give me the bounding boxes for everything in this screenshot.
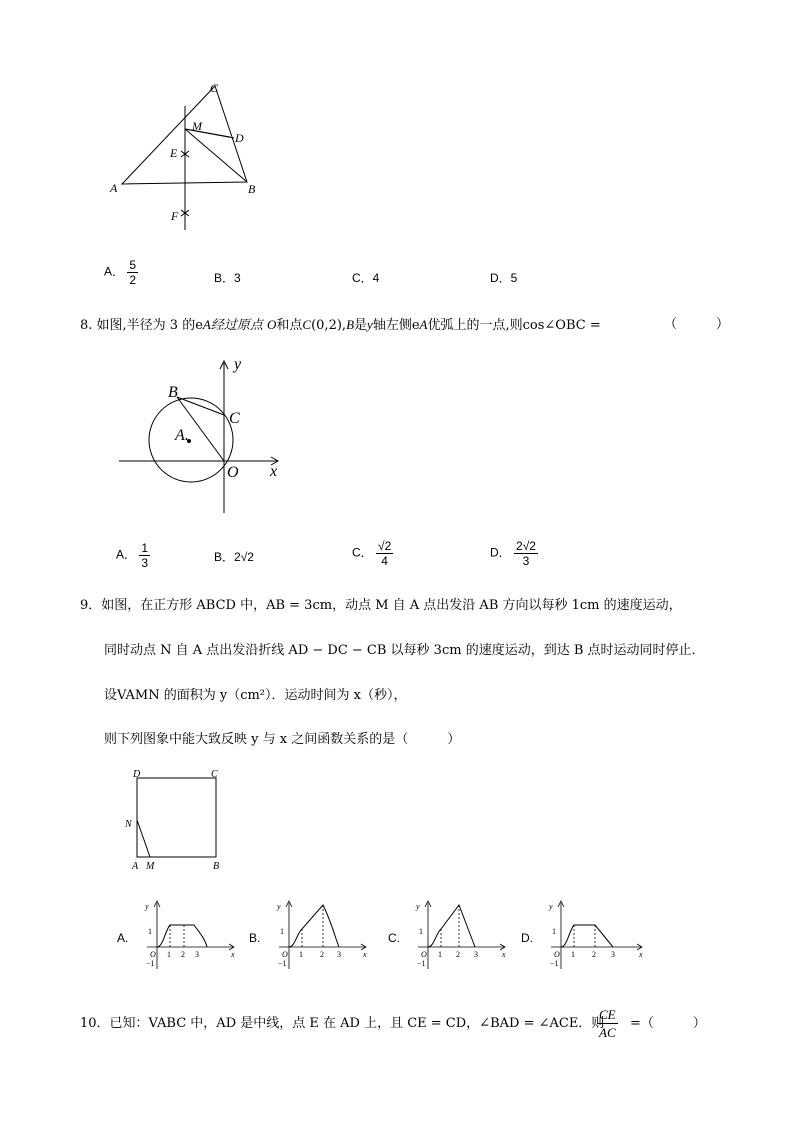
q7-option-c[interactable]: C．4 <box>352 271 380 285</box>
svg-text:1: 1 <box>571 950 575 959</box>
label-d: D <box>235 131 244 145</box>
q7-option-d[interactable]: D．5 <box>490 271 518 285</box>
svg-text:2: 2 <box>592 950 596 959</box>
svg-text:−1: −1 <box>417 959 426 968</box>
label-b: B <box>213 861 220 872</box>
svg-text:x: x <box>231 950 235 959</box>
svg-text:3: 3 <box>474 950 478 959</box>
svg-text:−1: −1 <box>146 959 155 968</box>
svg-text:1: 1 <box>419 927 423 936</box>
svg-text:1: 1 <box>280 927 284 936</box>
circle-a <box>149 398 233 482</box>
label-a: A. <box>175 427 189 444</box>
label-n: N <box>125 819 132 830</box>
svg-text:1: 1 <box>167 950 171 959</box>
label-e: E <box>170 146 178 160</box>
svg-text:x: x <box>502 950 506 959</box>
svg-text:3: 3 <box>611 950 615 959</box>
svg-text:1: 1 <box>552 927 556 936</box>
q8-circle-figure <box>115 355 290 520</box>
svg-text:−1: −1 <box>550 959 559 968</box>
q10-answer-paren: =（ ） <box>630 1016 706 1031</box>
q10-fraction: $\frac{CE}{AC}$ <box>599 1007 616 1040</box>
q9-line-3: 设VAMN 的面积为 y（cm²）．运动时间为 x（秒）， <box>104 688 407 703</box>
q7-triangle-figure <box>100 78 280 238</box>
q9-line-2: 同时动点 N 自 A 点出发沿折线 AD − DC − CB 以每秒 3cm 的速度运动，到达 B 点时运动同时停止． <box>104 643 705 658</box>
svg-text:y: y <box>549 902 553 911</box>
q7-option-b[interactable]: B．3 <box>214 271 241 285</box>
label-b: B <box>248 182 256 196</box>
svg-text:2: 2 <box>456 950 460 959</box>
svg-text:−1: −1 <box>278 959 287 968</box>
segment-nm <box>137 820 150 857</box>
label-o: O <box>227 464 239 481</box>
svg-text:x: x <box>639 950 643 959</box>
label-m: M <box>192 119 202 133</box>
svg-text:1: 1 <box>148 927 152 936</box>
svg-text:1: 1 <box>299 950 303 959</box>
label-y: y <box>234 356 242 373</box>
label-a: A <box>132 861 139 872</box>
q9-square-figure <box>120 765 230 875</box>
svg-text:3: 3 <box>337 950 341 959</box>
label-a: A <box>110 181 118 195</box>
svg-text:2: 2 <box>181 950 185 959</box>
svg-text:y: y <box>416 902 420 911</box>
q8-question: 8. 如图,半径为 3 的eA经过原点 O和点C(0,2),B是y轴左侧eA优弧上的一点,则cos∠OBC = <box>80 317 601 333</box>
q9-line-4: 则下列图象中能大致反映 y 与 x 之间函数关系的是（ ） <box>104 732 461 747</box>
svg-text:O: O <box>150 950 156 959</box>
label-m: M <box>146 861 155 872</box>
svg-text:O: O <box>421 950 427 959</box>
svg-text:O: O <box>282 950 288 959</box>
svg-text:x: x <box>363 950 367 959</box>
label-c: C <box>211 769 218 780</box>
label-c: C <box>229 410 240 427</box>
label-c: C <box>210 81 219 95</box>
label-d: D <box>133 769 141 780</box>
q8-option-c[interactable]: C． $\frac{√2}{4}$ <box>352 539 392 568</box>
q9-line-1: 9．如图，在正方形 ABCD 中，AB = 3cm，动点 M 自 A 点出发沿 AB 方向以每秒 1cm 的速度运动， <box>80 598 682 613</box>
svg-text:1: 1 <box>438 950 442 959</box>
label-f: F <box>171 209 179 223</box>
svg-text:y: y <box>145 902 149 911</box>
square-abcd <box>137 778 216 857</box>
svg-text:2: 2 <box>320 950 324 959</box>
q7-option-a[interactable]: A． $\frac{5}{2}$ <box>104 258 137 287</box>
q10-question: 10．已知：VABC 中，AD 是中线，点 E 在 AD 上，且 CE = CD，∠BAD = ∠ACE．则 <box>80 1016 605 1031</box>
svg-text:3: 3 <box>195 950 199 959</box>
q8-answer-paren: （ ） <box>664 317 730 332</box>
label-x: x <box>270 463 278 480</box>
label-b: B <box>168 384 178 401</box>
svg-text:O: O <box>554 950 560 959</box>
q8-option-a[interactable]: A． $\frac{1}{3}$ <box>116 541 149 570</box>
svg-text:y: y <box>277 902 281 911</box>
q8-option-d[interactable]: D． $\frac{2√2}{3}$ <box>490 539 536 568</box>
q8-option-b[interactable]: B．2√2 <box>214 550 254 564</box>
